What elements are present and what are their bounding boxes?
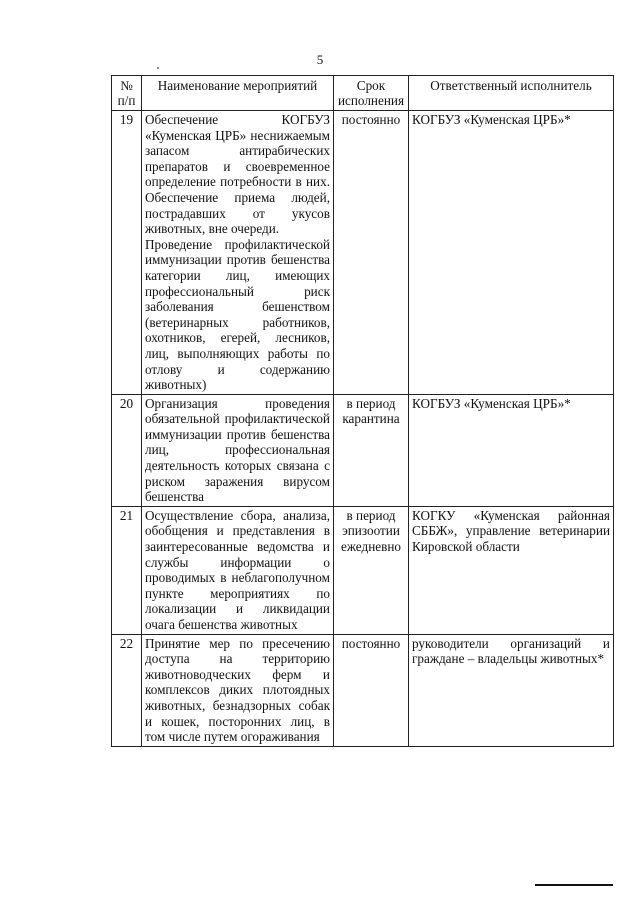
row-term: в период карантина <box>334 394 409 506</box>
row-responsible: КОГКУ «Куменская районная СББЖ», управление ветеринарии Кировской области <box>409 506 614 634</box>
row-title <box>142 506 334 634</box>
table-row <box>112 394 614 506</box>
table-row <box>112 506 614 634</box>
header-term: Срок исполнения <box>334 76 409 111</box>
row-title-part: Проведение профилактической иммунизации против бешенства категории лиц, имеющих профессиональный риск заболевания бешенством (ветеринарных работников, охотников, егерей, лесников, лиц, выполняющих работы по отлову и содержанию животных) <box>145 236 330 393</box>
row-term: в период эпизоотии ежедневно <box>334 506 409 634</box>
row-responsible: руководители организаций и граждане – владельцы животных* <box>409 634 614 746</box>
row-responsible: КОГБУЗ «Куменская ЦРБ»* <box>409 394 614 506</box>
header-name: Наименование мероприятий <box>142 76 334 111</box>
row-term: постоянно <box>334 111 409 395</box>
row-title-part: Принятие мер по пресечению доступа на территорию животноводческих ферм и комплексов диких плотоядных животных, безнадзорных собак и кошек, посторонних лиц, в том числе путем огораживания <box>145 635 330 745</box>
header-num: № п/п <box>112 76 142 111</box>
row-title <box>142 394 334 506</box>
row-term: постоянно <box>334 634 409 746</box>
table-header-row <box>112 76 614 111</box>
row-number: 20 <box>112 394 142 506</box>
row-title-part: Организация проведения обязательной профилактической иммунизации против бешенства лиц, профессиональная деятельность которых связана с риском заражения вирусом бешенства <box>145 395 330 505</box>
header-responsible: Ответственный исполнитель <box>409 76 614 111</box>
measures-table <box>111 75 614 747</box>
table-row <box>112 111 614 395</box>
row-number: 22 <box>112 634 142 746</box>
footer-rule <box>535 884 613 886</box>
row-number: 21 <box>112 506 142 634</box>
row-title-part: Осуществление сбора, анализа, обобщения и представления в заинтересованные ведомства и службы информации о проводимых в неблагополучном пункте мероприятиях по локализации и ликвидации очага бешенства животных <box>145 507 330 632</box>
row-title-part: Обеспечение КОГБУЗ «Куменская ЦРБ» неснижаемым запасом антирабических препаратов и своевременное определение потребности в них. Обеспечение приема людей, пострадавших от укусов животных, вне очереди. <box>145 112 330 237</box>
row-responsible: КОГБУЗ «Куменская ЦРБ»* <box>409 111 614 395</box>
page-number: 5 <box>316 52 324 67</box>
row-number: 19 <box>112 111 142 395</box>
table-row <box>112 634 614 746</box>
row-title <box>142 634 334 746</box>
scan-speck <box>157 67 159 69</box>
row-title <box>142 111 334 395</box>
